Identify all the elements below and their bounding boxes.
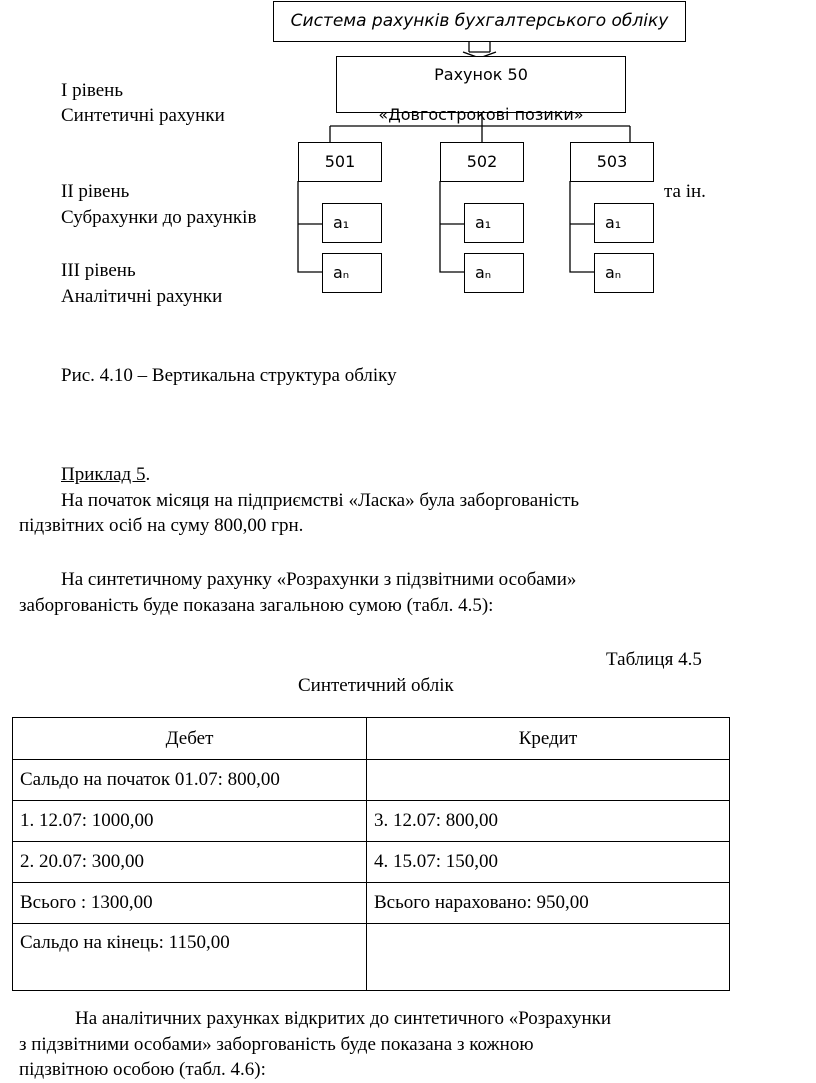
analytic-last-label: aₙ — [475, 263, 492, 282]
analytic-last-label: aₙ — [333, 263, 350, 282]
example-para1-line2: підзвітних осіб на суму 800,00 грн. — [19, 515, 304, 536]
figure-caption: Рис. 4.10 – Вертикальна структура обліку — [61, 365, 397, 386]
table-number: Таблиця 4.5 — [606, 649, 702, 670]
table-cell: 4. 15.07: 150,00 — [367, 842, 730, 883]
level-2-label: II рівень — [61, 181, 130, 202]
header-credit: Кредит — [367, 718, 730, 760]
analytic-first-box-501 — [322, 203, 382, 243]
subaccount-box-502 — [440, 142, 524, 182]
analytic-last-label: aₙ — [605, 263, 622, 282]
table-cell: Сальдо на початок 01.07: 800,00 — [13, 760, 367, 801]
analytic-first-box-503 — [594, 203, 654, 243]
analytic-last-box-503 — [594, 253, 654, 293]
etc-label: та ін. — [664, 181, 706, 202]
example-para2-line1: На синтетичному рахунку «Розрахунки з підзвітними особами» — [61, 569, 577, 590]
example-label-suffix: . — [145, 464, 151, 485]
level-3-name: Аналітичні рахунки — [61, 286, 223, 307]
table-cell — [367, 760, 730, 801]
analytic-first-label: a₁ — [475, 213, 492, 232]
analytic-last-box-501 — [322, 253, 382, 293]
table-row — [13, 924, 730, 991]
account-50-label: Рахунок 50 — [434, 65, 528, 84]
synthetic-ledger-table — [12, 717, 730, 991]
example-para1-line1: На початок місяця на підприємстві «Ласка» була заборгованість — [61, 490, 580, 511]
subaccount-label-503: 503 — [596, 152, 628, 171]
table-cell: Всього нараховано: 950,00 — [367, 883, 730, 924]
subaccount-box-503 — [570, 142, 654, 182]
analytic-first-label: a₁ — [605, 213, 622, 232]
table-cell — [367, 924, 730, 991]
subaccount-box-501 — [298, 142, 382, 182]
level-1-label: I рівень — [61, 80, 123, 101]
table-cell: 2. 20.07: 300,00 — [13, 842, 367, 883]
table-row — [13, 842, 730, 883]
example-para2-line2: заборгованість буде показана загальною сумою (табл. 4.5): — [19, 595, 494, 616]
table-cell: 1. 12.07: 1000,00 — [13, 801, 367, 842]
example-heading — [61, 463, 150, 487]
level-3-label: III рівень — [61, 260, 136, 281]
header-debit: Дебет — [13, 718, 367, 760]
subaccount-label-501: 501 — [324, 152, 356, 171]
table-cell: 3. 12.07: 800,00 — [367, 801, 730, 842]
analytic-first-box-502 — [464, 203, 524, 243]
table-title: Синтетичний облік — [298, 675, 454, 696]
level-2-name: Субрахунки до рахунків — [61, 207, 257, 228]
table-cell: Сальдо на кінець: 1150,00 — [13, 924, 367, 991]
subaccount-label-502: 502 — [466, 152, 498, 171]
analytic-first-label: a₁ — [333, 213, 350, 232]
table-header-row — [13, 718, 730, 760]
table-row — [13, 883, 730, 924]
level-1-name: Синтетичні рахунки — [61, 105, 225, 126]
top-system-box-label: Система рахунків бухгалтерського обліку — [290, 11, 669, 31]
table-row — [13, 760, 730, 801]
table-row — [13, 801, 730, 842]
closing-line1: На аналітичних рахунках відкритих до синтетичного «Розрахунки — [75, 1008, 612, 1029]
closing-line2: з підзвітними особами» заборгованість буде показана з кожною — [19, 1034, 534, 1055]
account-50-name: «Довгострокові позики» — [378, 105, 584, 124]
top-system-box — [273, 1, 686, 42]
closing-line3: підзвітною особою (табл. 4.6): — [19, 1059, 266, 1080]
table-cell: Всього : 1300,00 — [13, 883, 367, 924]
account-50-box — [336, 56, 626, 124]
analytic-last-box-502 — [464, 253, 524, 293]
example-label: Приклад 5 — [61, 464, 146, 485]
